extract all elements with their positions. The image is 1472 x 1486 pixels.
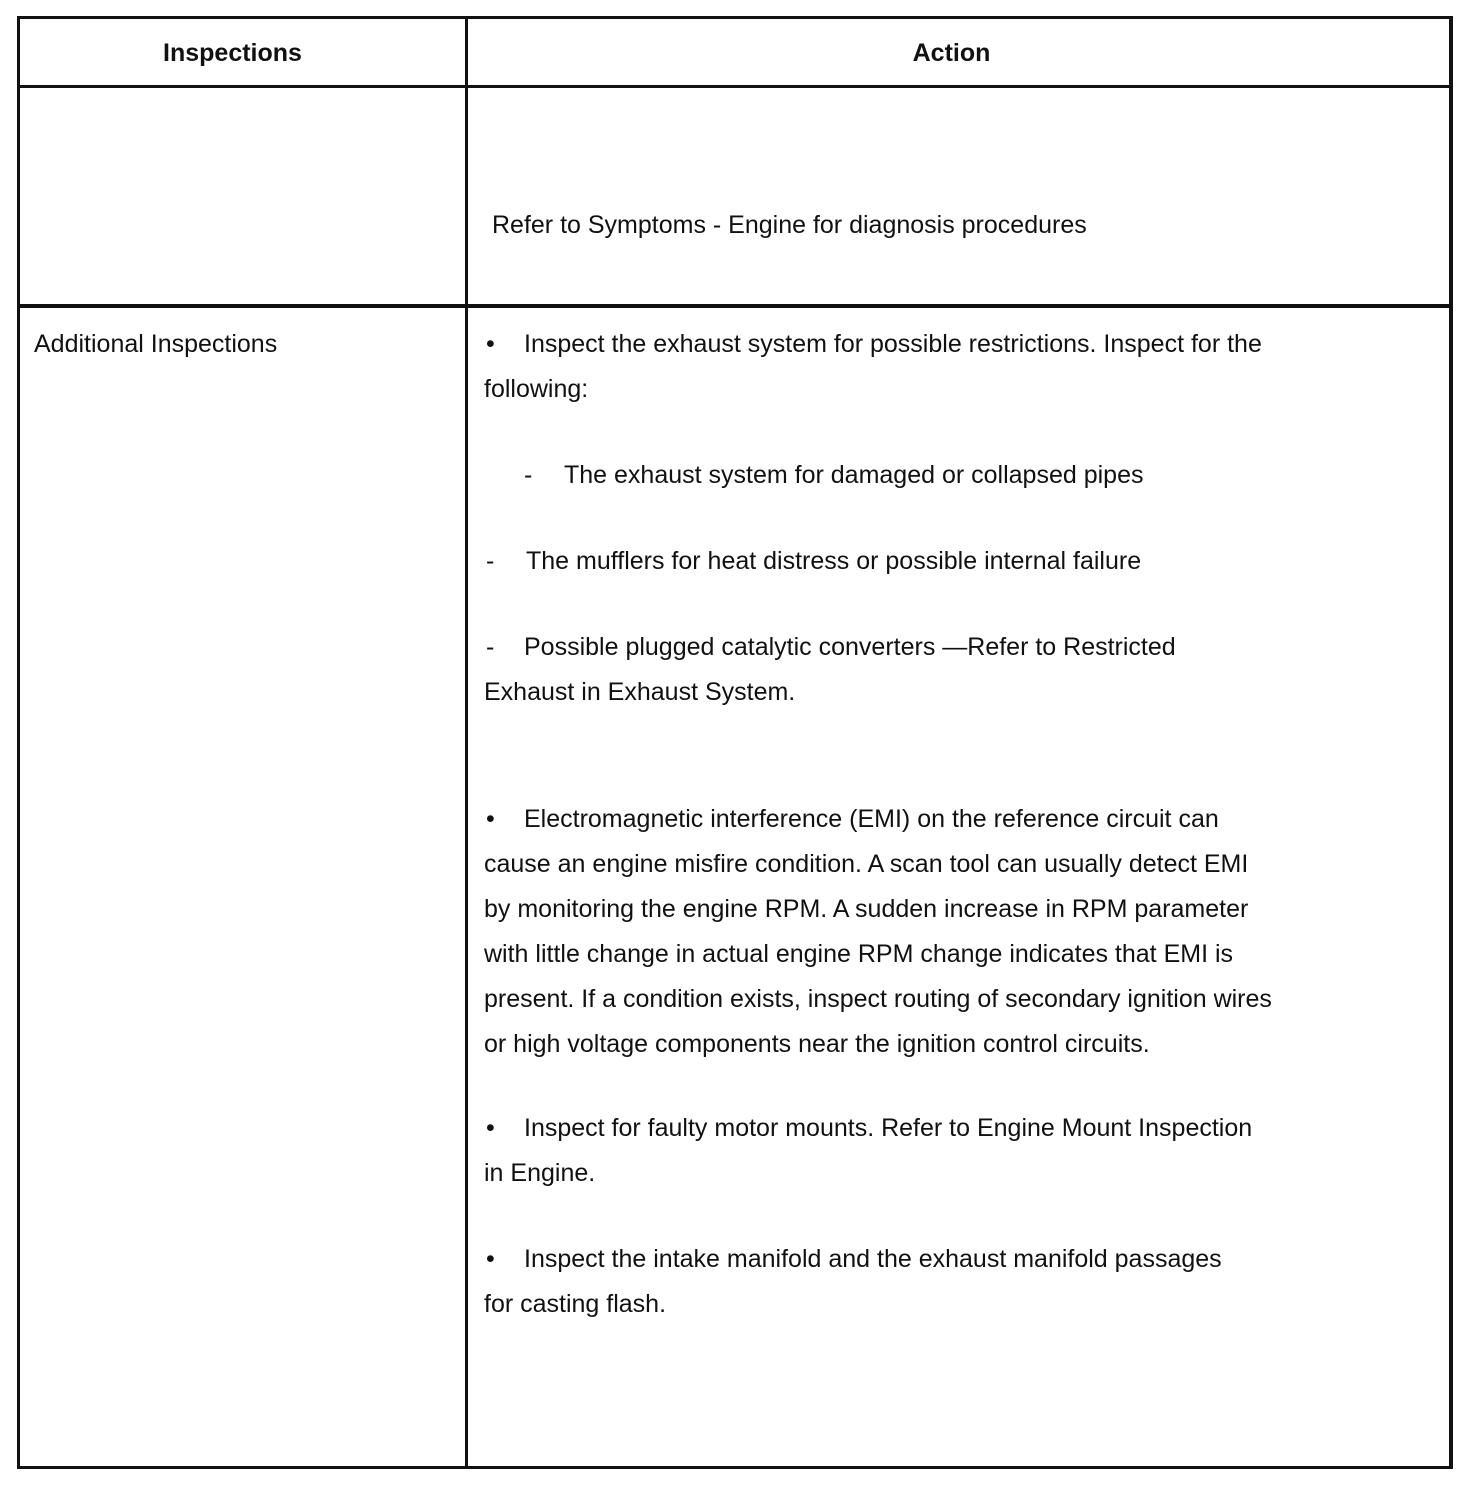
bullet-marker: • [486,1245,495,1273]
item-text: cause an engine misfire condition. A scan tool can usually detect EMI [484,850,1249,878]
bullet-marker: • [486,805,495,833]
table-border-left [17,16,20,1469]
action-subitem [524,453,1143,498]
item-text: following: [484,375,589,403]
header-action: Action [912,39,991,67]
row2-inspection: Additional Inspections [34,330,278,358]
item-text: Electromagnetic interference (EMI) on the reference circuit can [524,805,1219,833]
row-divider [17,304,1453,308]
item-text: in Engine. [484,1159,596,1187]
bullet-marker: • [486,1114,495,1142]
dash-marker: - [524,461,533,489]
action-item [484,1237,1222,1327]
item-text: The exhaust system for damaged or collapsed pipes [564,461,1144,489]
item-text: by monitoring the engine RPM. A sudden increase in RPM parameter [484,895,1249,923]
item-text: or high voltage components near the ignition control circuits. [484,1030,1150,1058]
item-text: Exhaust in Exhaust System. [484,678,796,706]
item-text: Possible plugged catalytic converters —Refer to Restricted [524,633,1176,661]
action-subitem [486,539,1141,584]
table-border-right [1449,16,1453,1469]
item-text: Inspect the exhaust system for possible restrictions. Inspect for the [524,330,1262,358]
action-subitem [484,625,1176,715]
action-item [484,1106,1252,1196]
item-text: Inspect for faulty motor mounts. Refer to Engine Mount Inspection [524,1114,1253,1142]
dash-marker: - [486,547,495,575]
table-border-bottom [17,1466,1453,1469]
action-item [484,797,1272,1067]
item-text: with little change in actual engine RPM change indicates that EMI is [484,940,1234,968]
item-text: The mufflers for heat distress or possible internal failure [526,547,1142,575]
header-inspections: Inspections [163,39,302,67]
table-border-top [17,16,1453,19]
item-text: Inspect the intake manifold and the exhaust manifold passages [524,1245,1222,1273]
column-divider [465,16,468,1469]
item-text: for casting flash. [484,1290,667,1318]
item-text: present. If a condition exists, inspect routing of secondary ignition wires [484,985,1272,1013]
action-item [484,322,1262,412]
dash-marker: - [486,633,495,661]
row1-action: Refer to Symptoms - Engine for diagnosis procedures [492,211,1087,239]
bullet-marker: • [486,330,495,358]
header-row-divider [17,85,1453,88]
